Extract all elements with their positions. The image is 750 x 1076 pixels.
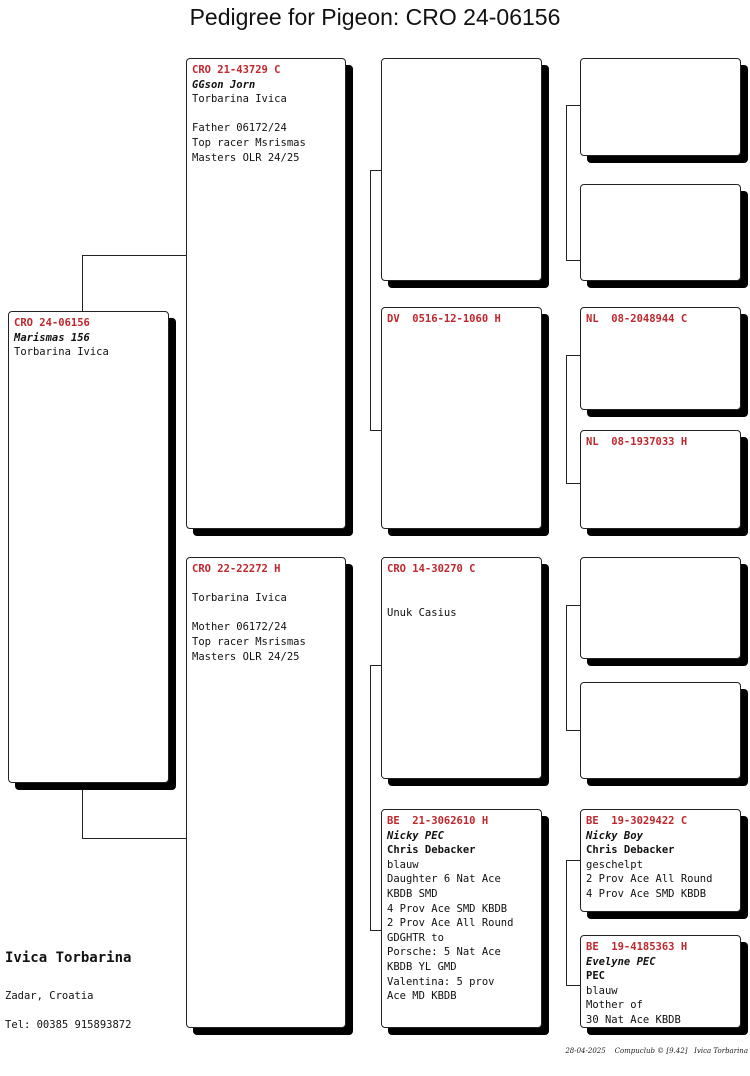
connector-line: [566, 483, 581, 484]
owner-name: Torbarina Ivica: [192, 592, 287, 605]
connector-line: [566, 860, 567, 985]
pigeon-name: Marismas 156: [14, 331, 90, 344]
ring-number: BE 21-3062610 H: [387, 815, 489, 827]
pigeon-card-mother[interactable]: [186, 557, 346, 1028]
pigeon-card-mmm[interactable]: [580, 935, 741, 1028]
connector-line: [370, 170, 371, 430]
pigeon-card-mmf[interactable]: [580, 809, 741, 912]
note-line: Ace MD KBDB: [387, 990, 457, 1003]
breeder-phone: Tel: 00385 915893872: [5, 1019, 132, 1031]
ring-number: DV 0516-12-1060 H: [387, 313, 501, 325]
pigeon-name: Evelyne PEC: [586, 955, 656, 968]
pigeon-card-subject[interactable]: [8, 311, 169, 783]
connector-line: [566, 105, 581, 106]
note-line: 2 Prov Ace All Round: [586, 873, 713, 886]
spacer: [192, 606, 340, 621]
connector-line: [566, 985, 581, 986]
ring-number: CRO 22-22272 H: [192, 563, 281, 575]
ring-number: NL 08-2048944 C: [586, 313, 688, 325]
spacer: [192, 107, 340, 122]
pigeon-card-ff[interactable]: [381, 58, 542, 281]
pigeon-card-fmm[interactable]: [580, 430, 741, 529]
spacer: [387, 591, 536, 606]
pigeon-card-mfm[interactable]: [580, 682, 741, 779]
footer-credit: 28-04-2025 Compuclub © [9.42] Ivica Torbarina: [565, 1047, 748, 1055]
note-line: Masters OLR 24/25: [192, 650, 300, 663]
connector-line: [82, 838, 187, 839]
connector-line: [566, 355, 581, 356]
ring-number: CRO 24-06156: [14, 317, 90, 329]
note-line: Mother of: [586, 999, 643, 1012]
pigeon-name: Nicky Boy: [586, 829, 643, 842]
ring-number: NL 08-1937033 H: [586, 436, 688, 448]
pigeon-card-mf[interactable]: [381, 557, 542, 779]
connector-line: [82, 255, 187, 256]
connector-line: [566, 605, 567, 730]
connector-line: [566, 605, 581, 606]
connector-line: [566, 355, 567, 483]
note-line: Porsche: 5 Nat Ace: [387, 946, 501, 959]
note-line: KBDB YL GMD: [387, 960, 457, 973]
owner-name: Torbarina Ivica: [14, 346, 109, 359]
note-line: 30 Nat Ace KBDB: [586, 1013, 681, 1026]
connector-line: [370, 665, 371, 930]
note-line: GDGHTR to: [387, 931, 444, 944]
note-line: 2 Prov Ace All Round: [387, 917, 514, 930]
owner-name: PEC: [586, 970, 605, 983]
connector-line: [566, 260, 581, 261]
owner-name: Chris Debacker: [586, 844, 675, 857]
pigeon-name: GGson Jorn: [192, 78, 256, 91]
note-line: 4 Prov Ace SMD KBDB: [586, 887, 707, 900]
pigeon-card-mm[interactable]: [381, 809, 542, 1028]
note-line: geschelpt: [586, 858, 643, 871]
connector-line: [566, 105, 567, 260]
owner-name: Chris Debacker: [387, 844, 476, 857]
note-line: Valentina: 5 prov: [387, 975, 495, 988]
note-line: Mother 06172/24: [192, 621, 287, 634]
note-line: Daughter 6 Nat Ace: [387, 873, 501, 886]
spacer: [192, 577, 340, 592]
pigeon-card-fff[interactable]: [580, 58, 741, 156]
pigeon-name: Nicky PEC: [387, 829, 444, 842]
breeder-name: Ivica Torbarina: [5, 950, 132, 966]
note-line: KBDB SMD: [387, 887, 438, 900]
pigeon-card-father[interactable]: [186, 58, 346, 529]
note-line: 4 Prov Ace SMD KBDB: [387, 902, 508, 915]
note-line: Father 06172/24: [192, 122, 287, 135]
pigeon-card-fm[interactable]: [381, 307, 542, 529]
pigeon-card-mff[interactable]: [580, 557, 741, 659]
owner-name: Unuk Casius: [387, 606, 457, 619]
page-title: Pedigree for Pigeon: CRO 24-06156: [189, 4, 561, 30]
breeder-location: Zadar, Croatia: [5, 990, 94, 1002]
note-line: Masters OLR 24/25: [192, 151, 300, 164]
connector-line: [566, 730, 581, 731]
ring-number: CRO 14-30270 C: [387, 563, 476, 575]
note-line: Top racer Msrismas: [192, 136, 306, 149]
note-line: blauw: [586, 984, 618, 997]
ring-number: BE 19-4185363 H: [586, 941, 688, 953]
note-line: blauw: [387, 858, 419, 871]
connector-line: [566, 860, 581, 861]
note-line: Top racer Msrismas: [192, 635, 306, 648]
owner-name: Torbarina Ivica: [192, 93, 287, 106]
spacer: [387, 577, 536, 592]
ring-number: BE 19-3029422 C: [586, 815, 688, 827]
ring-number: CRO 21-43729 C: [192, 64, 281, 76]
pigeon-card-fmf[interactable]: [580, 307, 741, 410]
pigeon-card-ffm[interactable]: [580, 184, 741, 281]
